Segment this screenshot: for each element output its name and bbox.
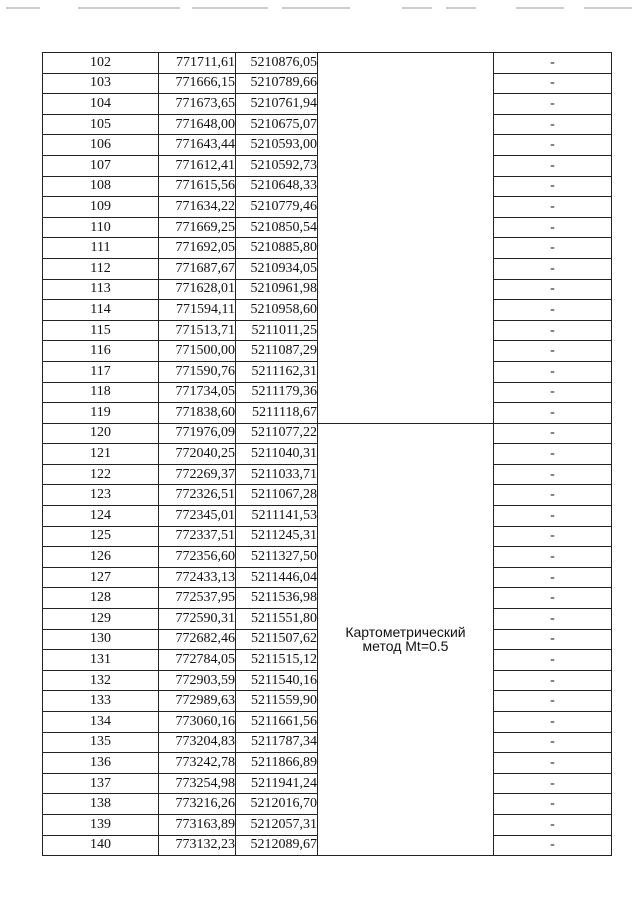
method-label-line2: метод Mt=0.5 xyxy=(362,638,449,655)
point-number-cell: 117 xyxy=(43,361,159,382)
point-number-cell: 123 xyxy=(43,485,159,506)
y-coordinate-cell: 5211787,34 xyxy=(236,732,318,753)
note-cell: - xyxy=(494,320,612,341)
x-coordinate-cell: 772989,63 xyxy=(159,691,236,712)
coordinates-table-body xyxy=(43,53,612,856)
note-cell: - xyxy=(494,444,612,465)
x-coordinate-cell: 771643,44 xyxy=(159,135,236,156)
point-number-cell: 133 xyxy=(43,691,159,712)
note-cell: - xyxy=(494,629,612,650)
point-number-cell: 114 xyxy=(43,300,159,321)
note-cell: - xyxy=(494,197,612,218)
note-cell: - xyxy=(494,300,612,321)
x-coordinate-cell: 772269,37 xyxy=(159,464,236,485)
point-number-cell: 132 xyxy=(43,670,159,691)
note-cell: - xyxy=(494,94,612,115)
x-coordinate-cell: 771976,09 xyxy=(159,423,236,444)
point-number-cell: 122 xyxy=(43,464,159,485)
y-coordinate-cell: 5210850,54 xyxy=(236,217,318,238)
y-coordinate-cell: 5211661,56 xyxy=(236,712,318,733)
table-row xyxy=(43,53,612,74)
x-coordinate-cell: 771612,41 xyxy=(159,155,236,176)
x-coordinate-cell: 773242,78 xyxy=(159,753,236,774)
note-cell: - xyxy=(494,670,612,691)
x-coordinate-cell: 771692,05 xyxy=(159,238,236,259)
y-coordinate-cell: 5211536,98 xyxy=(236,588,318,609)
point-number-cell: 105 xyxy=(43,114,159,135)
point-number-cell: 124 xyxy=(43,506,159,527)
y-coordinate-cell: 5210789,66 xyxy=(236,73,318,94)
y-coordinate-cell: 5211866,89 xyxy=(236,753,318,774)
x-coordinate-cell: 771628,01 xyxy=(159,279,236,300)
note-cell: - xyxy=(494,361,612,382)
point-number-cell: 106 xyxy=(43,135,159,156)
point-number-cell: 126 xyxy=(43,547,159,568)
x-coordinate-cell: 772345,01 xyxy=(159,506,236,527)
x-coordinate-cell: 771615,56 xyxy=(159,176,236,197)
point-number-cell: 135 xyxy=(43,732,159,753)
x-coordinate-cell: 773216,26 xyxy=(159,794,236,815)
y-coordinate-cell: 5211245,31 xyxy=(236,526,318,547)
y-coordinate-cell: 5211141,53 xyxy=(236,506,318,527)
point-number-cell: 121 xyxy=(43,444,159,465)
note-cell: - xyxy=(494,217,612,238)
y-coordinate-cell: 5211327,50 xyxy=(236,547,318,568)
x-coordinate-cell: 771666,15 xyxy=(159,73,236,94)
note-cell: - xyxy=(494,135,612,156)
y-coordinate-cell: 5210675,07 xyxy=(236,114,318,135)
y-coordinate-cell: 5212057,31 xyxy=(236,814,318,835)
y-coordinate-cell: 5211162,31 xyxy=(236,361,318,382)
x-coordinate-cell: 772784,05 xyxy=(159,650,236,671)
y-coordinate-cell: 5211551,80 xyxy=(236,609,318,630)
y-coordinate-cell: 5211507,62 xyxy=(236,629,318,650)
y-coordinate-cell: 5211559,90 xyxy=(236,691,318,712)
note-cell: - xyxy=(494,506,612,527)
x-coordinate-cell: 773163,89 xyxy=(159,814,236,835)
y-coordinate-cell: 5212089,67 xyxy=(236,835,318,856)
x-coordinate-cell: 771594,11 xyxy=(159,300,236,321)
y-coordinate-cell: 5210592,73 xyxy=(236,155,318,176)
note-cell: - xyxy=(494,547,612,568)
method-label-line1: Картометрический xyxy=(345,624,466,641)
note-cell: - xyxy=(494,609,612,630)
point-number-cell: 140 xyxy=(43,835,159,856)
x-coordinate-cell: 773204,83 xyxy=(159,732,236,753)
x-coordinate-cell: 772590,31 xyxy=(159,609,236,630)
x-coordinate-cell: 771648,00 xyxy=(159,114,236,135)
point-number-cell: 131 xyxy=(43,650,159,671)
method-cell xyxy=(318,423,494,855)
note-cell: - xyxy=(494,464,612,485)
x-coordinate-cell: 773254,98 xyxy=(159,773,236,794)
note-cell: - xyxy=(494,794,612,815)
y-coordinate-cell: 5210593,00 xyxy=(236,135,318,156)
x-coordinate-cell: 772326,51 xyxy=(159,485,236,506)
note-cell: - xyxy=(494,773,612,794)
x-coordinate-cell: 771669,25 xyxy=(159,217,236,238)
point-number-cell: 109 xyxy=(43,197,159,218)
y-coordinate-cell: 5211118,67 xyxy=(236,403,318,424)
note-cell: - xyxy=(494,691,612,712)
note-cell: - xyxy=(494,588,612,609)
note-cell: - xyxy=(494,485,612,506)
note-cell: - xyxy=(494,341,612,362)
point-number-cell: 110 xyxy=(43,217,159,238)
scan-artifact-marks xyxy=(0,6,639,10)
note-cell: - xyxy=(494,176,612,197)
y-coordinate-cell: 5210958,60 xyxy=(236,300,318,321)
point-number-cell: 112 xyxy=(43,258,159,279)
y-coordinate-cell: 5211077,22 xyxy=(236,423,318,444)
point-number-cell: 139 xyxy=(43,814,159,835)
note-cell: - xyxy=(494,732,612,753)
note-cell: - xyxy=(494,403,612,424)
y-coordinate-cell: 5211087,29 xyxy=(236,341,318,362)
note-cell: - xyxy=(494,567,612,588)
x-coordinate-cell: 771590,76 xyxy=(159,361,236,382)
y-coordinate-cell: 5210779,46 xyxy=(236,197,318,218)
y-coordinate-cell: 5211446,04 xyxy=(236,567,318,588)
y-coordinate-cell: 5210934,05 xyxy=(236,258,318,279)
note-cell: - xyxy=(494,650,612,671)
note-cell: - xyxy=(494,526,612,547)
point-number-cell: 111 xyxy=(43,238,159,259)
note-cell: - xyxy=(494,279,612,300)
note-cell: - xyxy=(494,712,612,733)
point-number-cell: 137 xyxy=(43,773,159,794)
point-number-cell: 138 xyxy=(43,794,159,815)
note-cell: - xyxy=(494,835,612,856)
x-coordinate-cell: 771687,67 xyxy=(159,258,236,279)
point-number-cell: 120 xyxy=(43,423,159,444)
x-coordinate-cell: 771673,65 xyxy=(159,94,236,115)
point-number-cell: 104 xyxy=(43,94,159,115)
point-number-cell: 107 xyxy=(43,155,159,176)
y-coordinate-cell: 5210885,80 xyxy=(236,238,318,259)
point-number-cell: 129 xyxy=(43,609,159,630)
y-coordinate-cell: 5210876,05 xyxy=(236,53,318,74)
note-cell: - xyxy=(494,423,612,444)
note-cell: - xyxy=(494,382,612,403)
y-coordinate-cell: 5210648,33 xyxy=(236,176,318,197)
point-number-cell: 128 xyxy=(43,588,159,609)
point-number-cell: 118 xyxy=(43,382,159,403)
point-number-cell: 130 xyxy=(43,629,159,650)
note-cell: - xyxy=(494,155,612,176)
table-row xyxy=(43,423,612,444)
note-cell: - xyxy=(494,258,612,279)
x-coordinate-cell: 771711,61 xyxy=(159,53,236,74)
point-number-cell: 115 xyxy=(43,320,159,341)
y-coordinate-cell: 5212016,70 xyxy=(236,794,318,815)
x-coordinate-cell: 771634,22 xyxy=(159,197,236,218)
point-number-cell: 113 xyxy=(43,279,159,300)
x-coordinate-cell: 772337,51 xyxy=(159,526,236,547)
x-coordinate-cell: 771513,71 xyxy=(159,320,236,341)
point-number-cell: 125 xyxy=(43,526,159,547)
point-number-cell: 102 xyxy=(43,53,159,74)
x-coordinate-cell: 772356,60 xyxy=(159,547,236,568)
x-coordinate-cell: 772433,13 xyxy=(159,567,236,588)
x-coordinate-cell: 772903,59 xyxy=(159,670,236,691)
point-number-cell: 108 xyxy=(43,176,159,197)
point-number-cell: 116 xyxy=(43,341,159,362)
x-coordinate-cell: 773132,23 xyxy=(159,835,236,856)
method-cell-empty xyxy=(318,53,494,424)
note-cell: - xyxy=(494,73,612,94)
note-cell: - xyxy=(494,753,612,774)
y-coordinate-cell: 5210961,98 xyxy=(236,279,318,300)
note-cell: - xyxy=(494,238,612,259)
x-coordinate-cell: 772537,95 xyxy=(159,588,236,609)
point-number-cell: 103 xyxy=(43,73,159,94)
x-coordinate-cell: 772040,25 xyxy=(159,444,236,465)
x-coordinate-cell: 773060,16 xyxy=(159,712,236,733)
note-cell: - xyxy=(494,114,612,135)
note-cell: - xyxy=(494,53,612,74)
x-coordinate-cell: 771500,00 xyxy=(159,341,236,362)
point-number-cell: 127 xyxy=(43,567,159,588)
y-coordinate-cell: 5210761,94 xyxy=(236,94,318,115)
coordinates-table xyxy=(42,52,612,856)
x-coordinate-cell: 771838,60 xyxy=(159,403,236,424)
x-coordinate-cell: 771734,05 xyxy=(159,382,236,403)
y-coordinate-cell: 5211941,24 xyxy=(236,773,318,794)
y-coordinate-cell: 5211067,28 xyxy=(236,485,318,506)
y-coordinate-cell: 5211033,71 xyxy=(236,464,318,485)
y-coordinate-cell: 5211011,25 xyxy=(236,320,318,341)
x-coordinate-cell: 772682,46 xyxy=(159,629,236,650)
y-coordinate-cell: 5211179,36 xyxy=(236,382,318,403)
y-coordinate-cell: 5211515,12 xyxy=(236,650,318,671)
point-number-cell: 136 xyxy=(43,753,159,774)
point-number-cell: 134 xyxy=(43,712,159,733)
point-number-cell: 119 xyxy=(43,403,159,424)
y-coordinate-cell: 5211040,31 xyxy=(236,444,318,465)
y-coordinate-cell: 5211540,16 xyxy=(236,670,318,691)
note-cell: - xyxy=(494,814,612,835)
